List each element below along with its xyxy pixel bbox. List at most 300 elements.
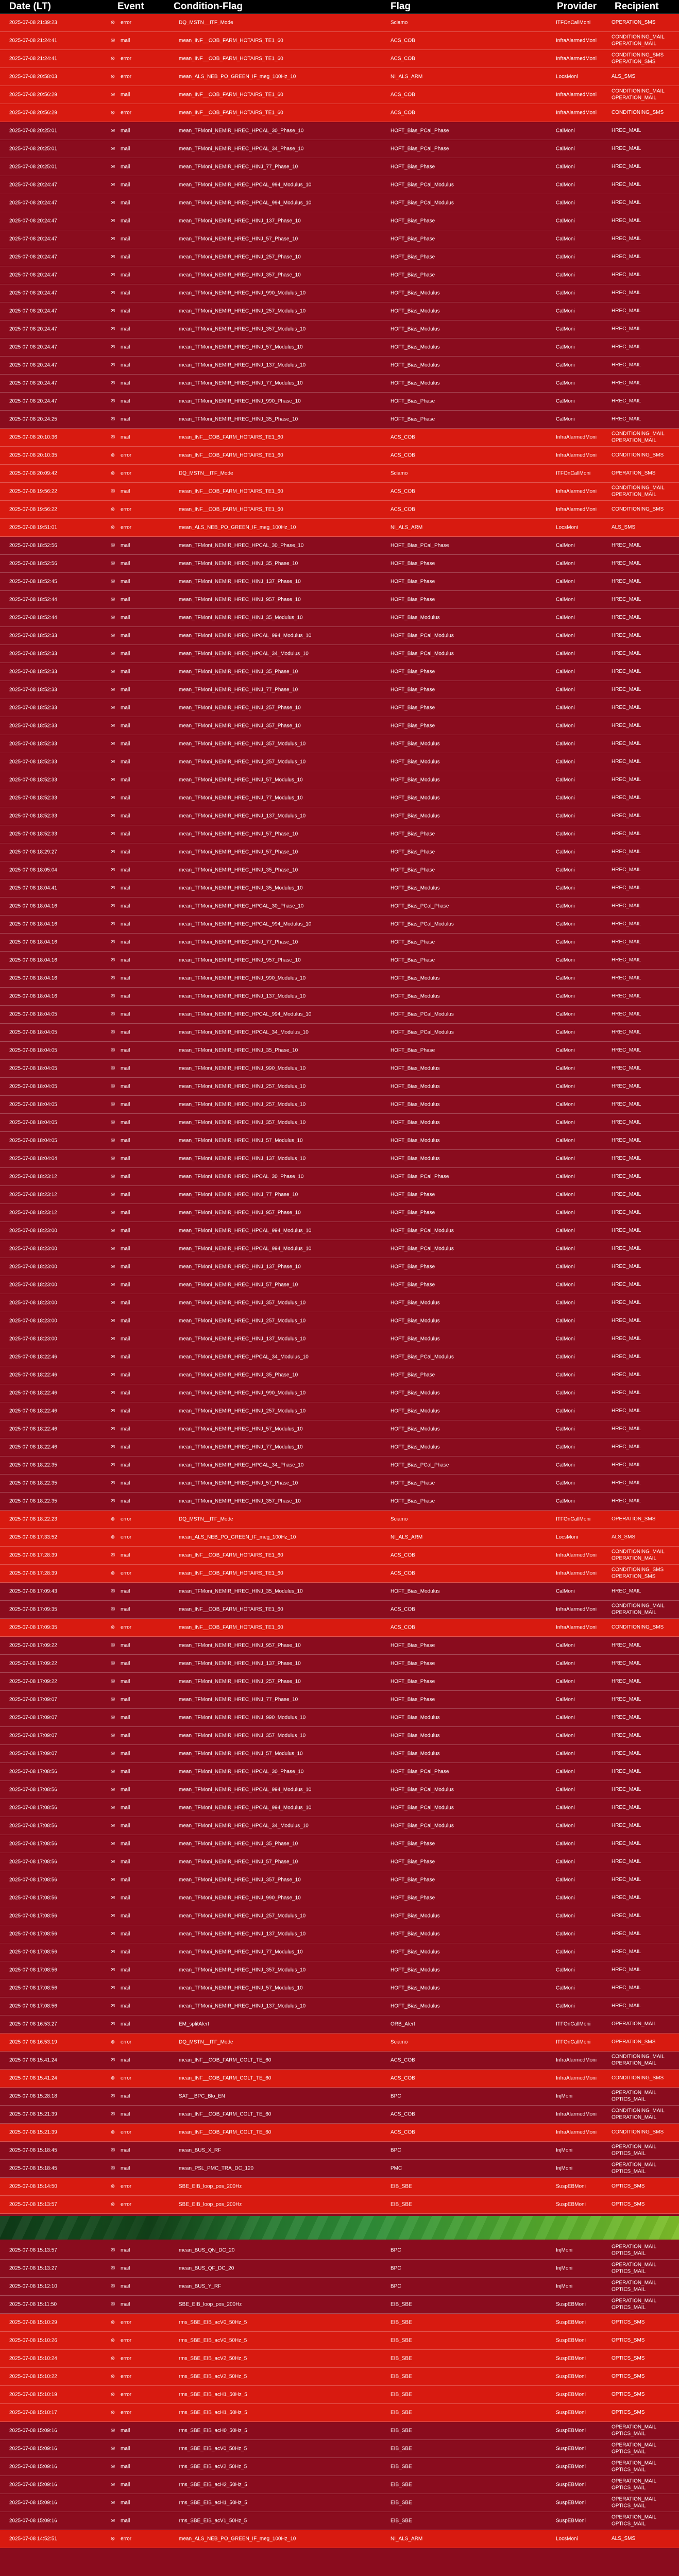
table-row[interactable] bbox=[0, 1168, 679, 1186]
cell-event bbox=[108, 1029, 170, 1036]
cell-provider: InfraAlarmedMoni bbox=[556, 2057, 597, 2063]
error-circle-icon: ⊗ bbox=[110, 1516, 115, 1522]
event-label: mail bbox=[121, 272, 130, 278]
cell-recipient: CONDITIONING_MAIL OPERATION_MAIL bbox=[612, 34, 665, 46]
table-row[interactable] bbox=[0, 2494, 679, 2512]
table-row[interactable] bbox=[0, 627, 679, 645]
table-row[interactable] bbox=[0, 357, 679, 375]
table-row[interactable] bbox=[0, 1871, 679, 1889]
cell-recipient: OPERATION_MAIL OPTICS_MAIL bbox=[612, 2144, 657, 2156]
table-row[interactable] bbox=[0, 1745, 679, 1763]
error-circle-icon: ⊗ bbox=[110, 2039, 115, 2045]
table-row[interactable] bbox=[0, 735, 679, 753]
cell-flag: HOFT_Bias_Modulus bbox=[391, 1336, 440, 1342]
table-row[interactable] bbox=[0, 916, 679, 934]
table-row[interactable] bbox=[0, 825, 679, 843]
cell-date: 2025-07-08 18:23:12 bbox=[9, 1192, 57, 1198]
cell-recipient: HREC_MAIL bbox=[612, 272, 641, 278]
cell-flag: ACS_COB bbox=[391, 488, 415, 495]
cell-provider: InfraAlarmedMoni bbox=[556, 2111, 597, 2117]
cell-date: 2025-07-08 20:24:47 bbox=[9, 308, 57, 314]
error-circle-icon: ⊗ bbox=[110, 56, 115, 62]
table-row[interactable] bbox=[0, 50, 679, 68]
table-row[interactable] bbox=[0, 952, 679, 970]
table-row[interactable] bbox=[0, 104, 679, 122]
table-row[interactable] bbox=[0, 519, 679, 537]
table-row[interactable] bbox=[0, 645, 679, 663]
mail-icon: ✉ bbox=[110, 2283, 115, 2290]
table-row[interactable] bbox=[0, 2260, 679, 2278]
cell-recipient: CONDITIONING_SMS OPERATION_SMS bbox=[612, 52, 664, 64]
table-row[interactable] bbox=[0, 1889, 679, 1907]
cell-recipient: OPERATION_MAIL OPTICS_MAIL bbox=[612, 2244, 657, 2256]
table-row[interactable] bbox=[0, 483, 679, 501]
cell-recipient: ALS_SMS bbox=[612, 1534, 636, 1540]
table-row[interactable] bbox=[0, 1150, 679, 1168]
table-row[interactable] bbox=[0, 68, 679, 86]
table-row[interactable] bbox=[0, 1727, 679, 1745]
cell-provider: CalMoni bbox=[556, 1120, 575, 1126]
cell-event bbox=[108, 921, 170, 928]
table-row[interactable] bbox=[0, 663, 679, 681]
event-label: mail bbox=[121, 2301, 130, 2308]
table-row[interactable] bbox=[0, 591, 679, 609]
cell-condition: mean_TFMoni_NEMIR_HREC_HINJ_257_Modulus_10 bbox=[179, 308, 306, 314]
cell-date: 2025-07-08 18:29:27 bbox=[9, 849, 57, 855]
table-row[interactable] bbox=[0, 2142, 679, 2160]
cell-provider: CalMoni bbox=[556, 1733, 575, 1739]
error-circle-icon: ⊗ bbox=[110, 2392, 115, 2398]
table-row[interactable] bbox=[0, 1024, 679, 1042]
table-row[interactable] bbox=[0, 1114, 679, 1132]
table-row[interactable] bbox=[0, 1240, 679, 1258]
table-row[interactable] bbox=[0, 609, 679, 627]
table-row[interactable] bbox=[0, 1348, 679, 1366]
table-row[interactable] bbox=[0, 375, 679, 393]
cell-condition: rms_SBE_EIB_acV2_50Hz_5 bbox=[179, 2464, 247, 2470]
column-header-recipient[interactable]: Recipient bbox=[615, 1, 659, 12]
cell-event bbox=[108, 2535, 170, 2543]
table-row[interactable] bbox=[0, 86, 679, 104]
table-row[interactable] bbox=[0, 2106, 679, 2124]
cell-event bbox=[108, 1011, 170, 1018]
cell-condition: mean_TFMoni_NEMIR_HREC_HINJ_57_Modulus_10 bbox=[179, 1138, 303, 1144]
cell-event bbox=[108, 975, 170, 982]
cell-condition: mean_TFMoni_NEMIR_HREC_HINJ_77_Phase_10 bbox=[179, 1192, 298, 1198]
cell-date: 2025-07-08 15:09:16 bbox=[9, 2500, 57, 2506]
table-row[interactable] bbox=[0, 1529, 679, 1547]
event-label: error bbox=[121, 452, 132, 459]
cell-date: 2025-07-08 16:53:27 bbox=[9, 2021, 57, 2027]
table-row[interactable] bbox=[0, 1907, 679, 1925]
cell-recipient: HREC_MAIL bbox=[612, 1389, 641, 1396]
event-label: mail bbox=[121, 164, 130, 170]
table-row[interactable] bbox=[0, 1258, 679, 1276]
cell-condition: mean_TFMoni_NEMIR_HREC_HINJ_257_Modulus_10 bbox=[179, 1408, 306, 1414]
cell-provider: ITFOnCallMoni bbox=[556, 20, 591, 26]
cell-date: 2025-07-08 17:09:43 bbox=[9, 1588, 57, 1595]
table-row[interactable] bbox=[0, 248, 679, 266]
cell-condition: mean_TFMoni_NEMIR_HREC_HPCAL_30_Phase_10 bbox=[179, 543, 304, 549]
table-row[interactable] bbox=[0, 2368, 679, 2386]
table-row[interactable] bbox=[0, 1781, 679, 1799]
table-row[interactable] bbox=[0, 320, 679, 338]
table-row[interactable] bbox=[0, 1402, 679, 1420]
table-row[interactable] bbox=[0, 573, 679, 591]
table-row[interactable] bbox=[0, 1799, 679, 1817]
cell-event bbox=[108, 1155, 170, 1162]
table-row[interactable] bbox=[0, 2440, 679, 2458]
table-row[interactable] bbox=[0, 843, 679, 861]
cell-recipient: OPERATION_MAIL OPTICS_MAIL bbox=[612, 2090, 657, 2102]
cell-event bbox=[108, 2147, 170, 2154]
cell-event bbox=[108, 2129, 170, 2136]
column-header-flag[interactable]: Flag bbox=[391, 1, 411, 12]
cell-recipient: HREC_MAIL bbox=[612, 1750, 641, 1756]
cell-flag: Sciamo bbox=[391, 20, 408, 26]
table-row[interactable] bbox=[0, 1709, 679, 1727]
table-row[interactable] bbox=[0, 2350, 679, 2368]
cell-condition: mean_TFMoni_NEMIR_HREC_HINJ_77_Modulus_10 bbox=[179, 380, 303, 386]
table-row[interactable] bbox=[0, 789, 679, 807]
cell-condition: mean_TFMoni_NEMIR_HREC_HINJ_57_Phase_10 bbox=[179, 236, 298, 242]
table-row[interactable] bbox=[0, 1817, 679, 1835]
mail-icon: ✉ bbox=[110, 885, 115, 891]
table-row[interactable] bbox=[0, 1493, 679, 1511]
cell-provider: CalMoni bbox=[556, 146, 575, 152]
cell-event bbox=[108, 2355, 170, 2362]
table-row[interactable] bbox=[0, 2178, 679, 2196]
cell-flag: HOFT_Bias_Phase bbox=[391, 1679, 435, 1685]
table-row[interactable] bbox=[0, 2124, 679, 2142]
cell-flag: HOFT_Bias_Modulus bbox=[391, 1967, 440, 1973]
table-row[interactable] bbox=[0, 14, 679, 32]
table-row[interactable] bbox=[0, 1420, 679, 1438]
event-label: mail bbox=[121, 1354, 130, 1360]
table-row[interactable] bbox=[0, 2070, 679, 2088]
cell-condition: mean_TFMoni_NEMIR_HREC_HINJ_990_Modulus_10 bbox=[179, 1390, 306, 1396]
table-row[interactable] bbox=[0, 393, 679, 411]
cell-condition: mean_TFMoni_NEMIR_HREC_HINJ_57_Modulus_10 bbox=[179, 1751, 303, 1757]
table-row[interactable] bbox=[0, 1060, 679, 1078]
table-row[interactable] bbox=[0, 1835, 679, 1853]
cell-recipient: HREC_MAIL bbox=[612, 1101, 641, 1107]
cell-recipient: HREC_MAIL bbox=[612, 1768, 641, 1774]
cell-recipient: HREC_MAIL bbox=[612, 1426, 641, 1432]
mail-icon: ✉ bbox=[110, 687, 115, 693]
table-row[interactable] bbox=[0, 2088, 679, 2106]
cell-provider: CalMoni bbox=[556, 1354, 575, 1360]
event-label: error bbox=[121, 1570, 132, 1577]
cell-event bbox=[108, 2337, 170, 2344]
table-row[interactable] bbox=[0, 861, 679, 879]
table-row[interactable] bbox=[0, 2386, 679, 2404]
table-row[interactable] bbox=[0, 1132, 679, 1150]
table-row[interactable] bbox=[0, 2476, 679, 2494]
cell-recipient: HREC_MAIL bbox=[612, 235, 641, 242]
table-row[interactable] bbox=[0, 2512, 679, 2530]
mail-icon: ✉ bbox=[110, 1642, 115, 1649]
table-row[interactable] bbox=[0, 1763, 679, 1781]
cell-provider: CalMoni bbox=[556, 831, 575, 837]
table-row[interactable] bbox=[0, 1619, 679, 1637]
table-row[interactable] bbox=[0, 2296, 679, 2314]
table-row[interactable] bbox=[0, 1222, 679, 1240]
event-label: mail bbox=[121, 1606, 130, 1613]
cell-flag: HOFT_Bias_Phase bbox=[391, 1372, 435, 1378]
table-row[interactable] bbox=[0, 1853, 679, 1871]
table-row[interactable] bbox=[0, 1565, 679, 1583]
table-row[interactable] bbox=[0, 1366, 679, 1384]
column-header-condition[interactable]: Condition-Flag bbox=[174, 1, 243, 12]
cell-flag: HOFT_Bias_Phase bbox=[391, 1192, 435, 1198]
cell-date: 2025-07-08 18:04:05 bbox=[9, 1083, 57, 1090]
event-label: mail bbox=[121, 1715, 130, 1721]
mail-icon: ✉ bbox=[110, 1931, 115, 1937]
cell-condition: mean_TFMoni_NEMIR_HREC_HPCAL_34_Phase_10 bbox=[179, 1462, 304, 1468]
table-row[interactable] bbox=[0, 1547, 679, 1565]
cell-recipient: HREC_MAIL bbox=[612, 1245, 641, 1251]
table-row[interactable] bbox=[0, 1511, 679, 1529]
cell-date: 2025-07-08 20:24:47 bbox=[9, 182, 57, 188]
cell-condition: DQ_MSTN__ITF_Mode bbox=[179, 1516, 233, 1522]
table-row[interactable] bbox=[0, 176, 679, 194]
cell-flag: HOFT_Bias_Phase bbox=[391, 272, 435, 278]
table-row[interactable] bbox=[0, 2196, 679, 2214]
cell-provider: SuspEBMoni bbox=[556, 2392, 586, 2398]
cell-condition: mean_INF__COB_FARM_COLT_TE_60 bbox=[179, 2111, 271, 2117]
event-label: error bbox=[121, 2392, 132, 2398]
error-circle-icon: ⊗ bbox=[110, 20, 115, 26]
table-row[interactable] bbox=[0, 1186, 679, 1204]
event-label: error bbox=[121, 2319, 132, 2326]
cell-condition: SBE_EIB_loop_pos_200Hz bbox=[179, 2201, 242, 2208]
table-row[interactable] bbox=[0, 338, 679, 357]
table-row[interactable] bbox=[0, 284, 679, 302]
cell-condition: mean_INF__COB_FARM_HOTAIRS_TE1_60 bbox=[179, 1552, 283, 1558]
table-row[interactable] bbox=[0, 1456, 679, 1475]
cell-condition: mean_TFMoni_NEMIR_HREC_HINJ_35_Modulus_10 bbox=[179, 1588, 303, 1595]
table-row[interactable] bbox=[0, 2242, 679, 2260]
table-row[interactable] bbox=[0, 2458, 679, 2476]
table-row[interactable] bbox=[0, 555, 679, 573]
cell-event bbox=[108, 2427, 170, 2434]
cell-provider: CalMoni bbox=[556, 1949, 575, 1955]
cell-flag: Sciamo bbox=[391, 470, 408, 477]
cell-provider: CalMoni bbox=[556, 236, 575, 242]
table-row[interactable] bbox=[0, 158, 679, 176]
cell-event bbox=[108, 776, 170, 784]
error-circle-icon: ⊗ bbox=[110, 2355, 115, 2362]
table-row[interactable] bbox=[0, 302, 679, 320]
table-row[interactable] bbox=[0, 32, 679, 50]
column-header-event[interactable]: Event bbox=[117, 1, 144, 12]
table-row[interactable] bbox=[0, 1042, 679, 1060]
cell-event bbox=[108, 1570, 170, 1577]
cell-date: 2025-07-08 15:18:45 bbox=[9, 2147, 57, 2154]
table-row[interactable] bbox=[0, 1997, 679, 2015]
table-row[interactable] bbox=[0, 753, 679, 771]
mail-icon: ✉ bbox=[110, 380, 115, 386]
event-label: mail bbox=[121, 1156, 130, 1162]
error-circle-icon: ⊗ bbox=[110, 2075, 115, 2081]
table-row[interactable] bbox=[0, 1943, 679, 1961]
cell-event bbox=[108, 73, 170, 80]
cell-provider: SuspEBMoni bbox=[556, 2500, 586, 2506]
mail-icon: ✉ bbox=[110, 1210, 115, 1216]
table-row[interactable] bbox=[0, 1006, 679, 1024]
cell-event bbox=[108, 2201, 170, 2208]
cell-condition: mean_TFMoni_NEMIR_HREC_HINJ_137_Modulus_10 bbox=[179, 2003, 306, 2009]
mail-icon: ✉ bbox=[110, 759, 115, 765]
table-row[interactable] bbox=[0, 699, 679, 717]
table-row[interactable] bbox=[0, 934, 679, 952]
cell-provider: ITFOnCallMoni bbox=[556, 2039, 591, 2045]
cell-event bbox=[108, 1101, 170, 1108]
table-row[interactable] bbox=[0, 140, 679, 158]
table-row[interactable] bbox=[0, 1691, 679, 1709]
table-row[interactable] bbox=[0, 1384, 679, 1402]
table-row[interactable] bbox=[0, 2278, 679, 2296]
cell-event bbox=[108, 957, 170, 964]
cell-condition: mean_TFMoni_NEMIR_HREC_HINJ_257_Modulus_10 bbox=[179, 759, 306, 765]
table-row[interactable] bbox=[0, 717, 679, 735]
cell-date: 2025-07-08 18:22:46 bbox=[9, 1390, 57, 1396]
column-header-provider[interactable]: Provider bbox=[557, 1, 597, 12]
cell-event bbox=[108, 380, 170, 387]
table-row[interactable] bbox=[0, 122, 679, 140]
cell-event bbox=[108, 398, 170, 405]
cell-condition: DQ_MSTN__ITF_Mode bbox=[179, 470, 233, 477]
cell-date: 2025-07-08 17:08:56 bbox=[9, 1769, 57, 1775]
table-row[interactable] bbox=[0, 1583, 679, 1601]
table-row[interactable] bbox=[0, 879, 679, 897]
table-row[interactable] bbox=[0, 1312, 679, 1330]
table-row[interactable] bbox=[0, 212, 679, 230]
cell-flag: HOFT_Bias_Modulus bbox=[391, 975, 440, 981]
table-row[interactable] bbox=[0, 970, 679, 988]
cell-recipient: OPERATION_MAIL OPTICS_MAIL bbox=[612, 2460, 657, 2472]
table-row[interactable] bbox=[0, 1438, 679, 1456]
table-row[interactable] bbox=[0, 2015, 679, 2033]
table-row[interactable] bbox=[0, 1276, 679, 1294]
table-row[interactable] bbox=[0, 2033, 679, 2052]
cell-recipient: HREC_MAIL bbox=[612, 1137, 641, 1143]
table-row[interactable] bbox=[0, 1979, 679, 1997]
cell-condition: mean_TFMoni_NEMIR_HREC_HINJ_257_Modulus_10 bbox=[179, 1913, 306, 1919]
table-row[interactable] bbox=[0, 1637, 679, 1655]
table-row[interactable] bbox=[0, 1078, 679, 1096]
table-row[interactable] bbox=[0, 681, 679, 699]
table-row[interactable] bbox=[0, 2160, 679, 2178]
table-row[interactable] bbox=[0, 2052, 679, 2070]
cell-event bbox=[108, 452, 170, 459]
cell-flag: ORB_Alert bbox=[391, 2021, 415, 2027]
table-row[interactable] bbox=[0, 988, 679, 1006]
table-row[interactable] bbox=[0, 807, 679, 825]
cell-recipient: HREC_MAIL bbox=[612, 596, 641, 602]
cell-event bbox=[108, 794, 170, 802]
table-row[interactable] bbox=[0, 897, 679, 916]
table-row[interactable] bbox=[0, 1204, 679, 1222]
table-row[interactable] bbox=[0, 1673, 679, 1691]
table-row[interactable] bbox=[0, 2314, 679, 2332]
table-row[interactable] bbox=[0, 1330, 679, 1348]
cell-event bbox=[108, 1678, 170, 1685]
table-row[interactable] bbox=[0, 1294, 679, 1312]
cell-provider: CalMoni bbox=[556, 1787, 575, 1793]
table-row[interactable] bbox=[0, 429, 679, 447]
table-row[interactable] bbox=[0, 230, 679, 248]
cell-condition: mean_TFMoni_NEMIR_HREC_HINJ_57_Modulus_10 bbox=[179, 344, 303, 350]
table-row[interactable] bbox=[0, 771, 679, 789]
table-row[interactable] bbox=[0, 465, 679, 483]
table-row[interactable] bbox=[0, 194, 679, 212]
cell-condition: mean_ALS_NEB_PO_GREEN_IF_meg_100Hz_10 bbox=[179, 524, 296, 531]
cell-recipient: HREC_MAIL bbox=[612, 668, 641, 674]
cell-event bbox=[108, 1245, 170, 1252]
cell-provider: CalMoni bbox=[556, 1462, 575, 1468]
cell-condition: mean_TFMoni_NEMIR_HREC_HINJ_957_Phase_10 bbox=[179, 1642, 301, 1649]
mail-icon: ✉ bbox=[110, 326, 115, 332]
table-row[interactable] bbox=[0, 1925, 679, 1943]
cell-provider: CalMoni bbox=[556, 867, 575, 873]
cell-event bbox=[108, 1948, 170, 1956]
table-row[interactable] bbox=[0, 1601, 679, 1619]
event-label: mail bbox=[121, 2482, 130, 2488]
table-row[interactable] bbox=[0, 1096, 679, 1114]
table-row[interactable] bbox=[0, 2422, 679, 2440]
table-row[interactable] bbox=[0, 2530, 679, 2548]
event-label: mail bbox=[121, 1192, 130, 1198]
error-circle-icon: ⊗ bbox=[110, 2129, 115, 2136]
cell-flag: ACS_COB bbox=[391, 434, 415, 440]
cell-recipient: HREC_MAIL bbox=[612, 722, 641, 728]
table-row[interactable] bbox=[0, 501, 679, 519]
cell-flag: HOFT_Bias_Modulus bbox=[391, 290, 440, 296]
cell-condition: mean_TFMoni_NEMIR_HREC_HINJ_137_Modulus_10 bbox=[179, 1931, 306, 1937]
cell-provider: InfraAlarmedMoni bbox=[556, 56, 597, 62]
cell-provider: CalMoni bbox=[556, 1823, 575, 1829]
cell-provider: CalMoni bbox=[556, 633, 575, 639]
cell-date: 2025-07-08 18:52:33 bbox=[9, 669, 57, 675]
table-row[interactable] bbox=[0, 2332, 679, 2350]
column-header-date[interactable]: Date (LT) bbox=[9, 1, 51, 12]
table-row[interactable] bbox=[0, 1655, 679, 1673]
mail-icon: ✉ bbox=[110, 1498, 115, 1504]
event-label: mail bbox=[121, 1480, 130, 1486]
cell-recipient: CONDITIONING_SMS bbox=[612, 1624, 664, 1630]
table-row[interactable] bbox=[0, 537, 679, 555]
table-row[interactable] bbox=[0, 266, 679, 284]
cell-date: 2025-07-08 17:08:56 bbox=[9, 1877, 57, 1883]
cell-date: 2025-07-08 15:10:26 bbox=[9, 2337, 57, 2344]
cell-recipient: HREC_MAIL bbox=[612, 1462, 641, 1468]
cell-condition: mean_BUS_Y_RF bbox=[179, 2283, 222, 2290]
cell-provider: CalMoni bbox=[556, 182, 575, 188]
cell-provider: CalMoni bbox=[556, 1931, 575, 1937]
mail-icon: ✉ bbox=[110, 795, 115, 801]
cell-recipient: OPTICS_SMS bbox=[612, 2183, 645, 2189]
table-row[interactable] bbox=[0, 411, 679, 429]
table-row[interactable] bbox=[0, 1475, 679, 1493]
table-row[interactable] bbox=[0, 1961, 679, 1979]
cell-event bbox=[108, 1462, 170, 1469]
table-row[interactable] bbox=[0, 2404, 679, 2422]
table-row[interactable] bbox=[0, 447, 679, 465]
cell-event bbox=[108, 993, 170, 1000]
cell-date: 2025-07-08 18:52:33 bbox=[9, 759, 57, 765]
